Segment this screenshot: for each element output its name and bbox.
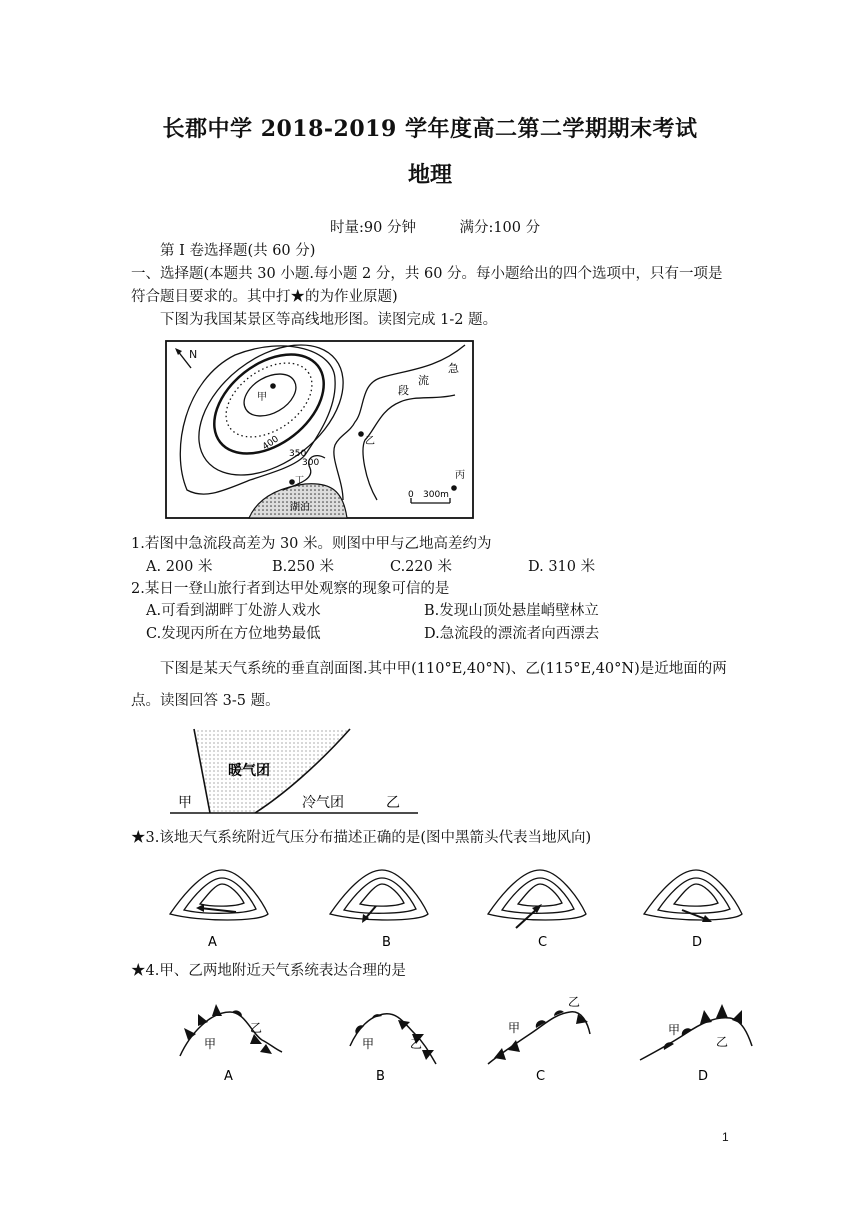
exam-title: 长郡中学 2018-2019 学年度高二第二学期期末考试 (162, 116, 698, 142)
page-number: 1 (722, 1130, 729, 1144)
q4-label-c: C (536, 1069, 546, 1084)
q4-option-a-diagram (180, 1004, 282, 1084)
q3-label-a: A (208, 935, 217, 950)
north-label: N (189, 348, 198, 361)
q3-isobar-options (160, 862, 760, 952)
q4-option-c-diagram (488, 995, 590, 1084)
q4-front-options (170, 994, 770, 1089)
map-point-yi: 乙 (365, 436, 375, 447)
q1-option-d: D. 310 米 (528, 559, 596, 575)
intro-q1-2: 下图为我国某景区等高线地形图。读图完成 1-2 题。 (160, 312, 498, 328)
q4-d-jia: 甲 (668, 1023, 681, 1037)
scale-zero: 0 (408, 490, 414, 500)
q2-stem: 2.某日一登山旅行者到达甲处观察的现象可信的是 (131, 581, 450, 597)
instruction-line-2: 符合题目要求的。其中打★的为作业原题) (131, 289, 398, 305)
q4-label-d: D (698, 1069, 709, 1084)
scale-length: 300m (423, 490, 449, 500)
q3-option-b-diagram (330, 870, 428, 950)
map-point-bing: 丙 (455, 470, 465, 481)
q4-b-jia: 甲 (362, 1037, 375, 1051)
q3-stem: ★3.该地天气系统附近气压分布描述正确的是(图中黑箭头代表当地风向) (131, 830, 592, 846)
q3-label-c: C (538, 935, 548, 950)
q4-a-jia: 甲 (204, 1037, 217, 1051)
rapids-char-1: 急 (448, 362, 459, 375)
exam-subject: 地理 (407, 162, 452, 188)
time-info: 时量:90 分钟 满分:100 分 (330, 220, 541, 236)
q1-option-a: A. 200 米 (146, 559, 213, 575)
q3-label-b: B (382, 935, 391, 950)
q4-c-yi: 乙 (568, 995, 581, 1009)
contour-label-400: 400 (260, 434, 281, 453)
rapids-char-2: 流 (418, 374, 429, 387)
map-point-ding: 丁 (295, 476, 305, 486)
q2-option-b: B.发现山顶处悬崖峭壁林立 (424, 603, 599, 619)
q3-option-d-diagram (644, 870, 742, 950)
q4-d-yi: 乙 (716, 1035, 729, 1049)
q4-option-d-diagram (640, 1004, 752, 1084)
contour-label-300: 300 (302, 458, 320, 468)
q2-option-d: D.急流段的漂流者向西漂去 (424, 626, 600, 642)
q4-label-a: A (224, 1069, 233, 1084)
intro-q3-5-line-2: 点。读图回答 3-5 题。 (131, 693, 280, 709)
map-point-jia: 甲 (257, 392, 267, 403)
front-point-jia: 甲 (178, 795, 192, 811)
warm-air-mass-label: 暖气团 (228, 763, 270, 779)
q2-option-a: A.可看到湖畔丁处游人戏水 (146, 603, 321, 619)
q1-option-c: C.220 米 (390, 559, 452, 575)
section-heading: 第 I 卷选择题(共 60 分) (160, 243, 316, 259)
q1-option-b: B.250 米 (272, 559, 335, 575)
q4-a-yi: 乙 (250, 1021, 263, 1035)
q3-option-c-diagram (488, 870, 586, 950)
q4-stem: ★4.甲、乙两地附近天气系统表达合理的是 (131, 963, 406, 979)
q4-option-b-diagram (350, 1014, 436, 1084)
lake-label: 湖泊 (290, 502, 310, 513)
rapids-char-3: 段 (398, 384, 409, 397)
q4-c-jia: 甲 (508, 1021, 521, 1035)
q4-b-yi: 乙 (410, 1037, 423, 1051)
contour-label-350: 350 (289, 449, 307, 459)
q1-stem: 1.若图中急流段高差为 30 米。则图中甲与乙地高差约为 (131, 536, 492, 552)
front-cross-section-figure (168, 725, 424, 820)
intro-q3-5-line-1: 下图是某天气系统的垂直剖面图.其中甲(110°E,40°N)、乙(115°E,40°N)是近地面的两 (160, 661, 727, 677)
q3-label-d: D (692, 935, 703, 950)
q2-option-c: C.发现丙所在方位地势最低 (146, 626, 321, 642)
q3-option-a-diagram (170, 870, 268, 950)
instruction-line-1: 一、选择题(本题共 30 小题.每小题 2 分，共 60 分。每小题给出的四个选项中，只有一项是 (131, 266, 723, 282)
q4-label-b: B (376, 1069, 385, 1084)
cold-air-mass-label: 冷气团 (302, 795, 344, 811)
front-point-yi: 乙 (386, 795, 400, 811)
contour-map-figure (165, 340, 475, 520)
